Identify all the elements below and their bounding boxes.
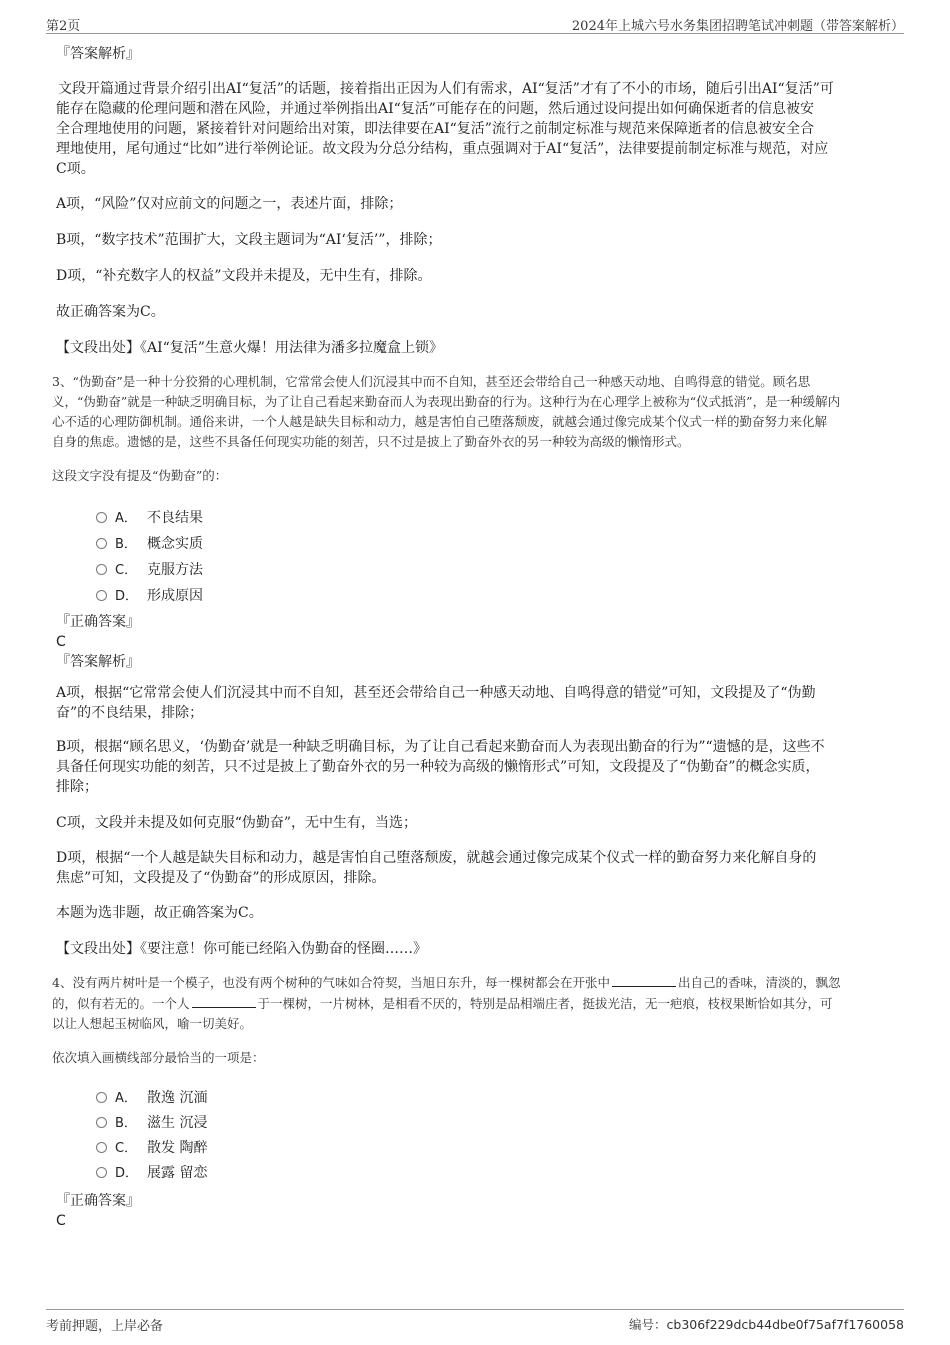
q3-option-c[interactable]: C． 克服方法 <box>96 557 896 583</box>
q3-explanation-a <box>56 683 896 723</box>
q4-text-line <box>52 972 896 993</box>
q3-conclusion: 本题为选非题，故正确答案为C。 <box>56 905 263 921</box>
radio-icon[interactable] <box>96 538 107 549</box>
q3-text-line: 义，“伪勤奋”就是一种缺乏明确目标，为了让自己看起来勤奋而人为表现出勤奋的行为。这种行为在心理学上被称为“仪式抵消”，是一种缓解内 <box>52 394 841 409</box>
q4-question-text <box>52 972 896 1034</box>
q2-option-b-explanation: B项，“数字技术”范围扩大，文段主题词为“AI‘复活’”，排除； <box>56 232 442 248</box>
radio-icon[interactable] <box>96 512 107 523</box>
page-header <box>46 13 904 34</box>
q2-analysis-label: 『答案解析』 <box>56 46 140 62</box>
q2-analysis-line: 文段开篇通过背景介绍引出AI“复活”的话题，接着指出正因为人们有需求，AI“复活”才有了不小的市场，随后引出AI“复活”可 <box>58 81 834 97</box>
q3-text-line: 3、“伪勤奋”是一种十分狡猾的心理机制，它常常会使人们沉浸其中而不自知，甚至还会带给自己一种感天动地、自鸣得意的错觉。顾名思 <box>52 374 811 389</box>
q2-analysis-line: 能存在隐藏的伦理问题和潜在风险，并通过举例指出AI“复活”可能存在的问题，然后通过设问提出如何确保逝者的信息被安 <box>56 101 814 117</box>
q3-question-text <box>52 372 896 452</box>
document-code: 编号：cb306f229dcb44dbe0f75af7f1760058 <box>629 1317 904 1332</box>
q4-text-segment: 4、没有两片树叶是一个模子，也没有两个树种的气味如合符契，当旭日东升，每一棵树都会在开张中 <box>52 975 610 990</box>
q3-analysis-label: 『答案解析』 <box>56 654 140 670</box>
q3-explanation-d <box>56 848 896 888</box>
q3-source: 【文段出处】《要注意！你可能已经陷入伪勤奋的怪圈……》 <box>56 941 427 957</box>
q4-option-b[interactable]: B． 滋生 沉浸 <box>96 1111 896 1136</box>
q2-option-a-explanation: A项，“风险”仅对应前文的问题之一，表述片面，排除； <box>56 196 403 212</box>
page-content <box>52 44 896 1231</box>
fill-blank <box>612 972 676 987</box>
radio-icon[interactable] <box>96 1117 107 1128</box>
q3-explanation-b <box>56 737 896 797</box>
q3-explanation-line: B项，根据“顾名思义，‘伪勤奋’就是一种缺乏明确目标，为了让自己看起来勤奋而人为表现出勤奋的行为”“遗憾的是，这些不 <box>56 739 825 755</box>
radio-icon[interactable] <box>96 1092 107 1103</box>
q3-explanation-line: 具备任何现实功能的刻苦，只不过是披上了勤奋外衣的另一种较为高级的懒惰形式”可知，文段提及了“伪勤奋”的概念实质， <box>56 759 820 775</box>
q2-analysis-line: 理地使用，尾句通过“比如”进行举例论证。故文段为分总分结构，重点强调对于AI“复活”，法律要提前制定标准与规范，对应 <box>56 141 829 157</box>
q2-analysis-line: 全合理地使用的问题，紧接着针对问题给出对策，即法律要在AI“复活”流行之前制定标准与规范来保障逝者的信息被安全合 <box>56 121 814 137</box>
q2-analysis <box>56 79 896 179</box>
q4-correct-label: 『正确答案』 <box>56 1193 140 1209</box>
q3-text-line: 心不适的心理防御机制。通俗来讲，一个人越是缺失目标和动力，越是害怕自己堕落颓废，就越会通过像完成某个仪式一样的勤奋努力来化解 <box>52 414 828 429</box>
q4-option-c[interactable]: C． 散发 陶醉 <box>96 1136 896 1161</box>
q3-option-b[interactable]: B． 概念实质 <box>96 531 896 557</box>
q3-prompt: 这段文字没有提及“伪勤奋”的： <box>52 468 228 483</box>
q4-prompt: 依次填入画横线部分最恰当的一项是： <box>52 1050 265 1065</box>
q3-text-line: 自身的焦虑。遗憾的是，这些不具备任何现实功能的刻苦，只不过是披上了勤奋外衣的另一种较为高级的懒惰形式。 <box>52 434 690 449</box>
q2-analysis-line: C项。 <box>56 161 95 177</box>
q3-options <box>56 505 896 609</box>
q2-source: 【文段出处】《AI“复活”生意火爆！用法律为潘多拉魔盒上锁》 <box>56 340 443 356</box>
fill-blank <box>192 993 256 1008</box>
q2-option-d-explanation: D项，“补充数字人的权益”文段并未提及，无中生有，排除。 <box>56 268 432 284</box>
q3-explanation-line: 焦虑”可知，文段提及了“伪勤奋”的形成原因，排除。 <box>56 870 386 886</box>
q4-text-segment: 的，似有若无的。一个人 <box>52 996 190 1011</box>
q4-text-line <box>52 993 896 1014</box>
q3-option-a[interactable]: A． 不良结果 <box>96 505 896 531</box>
q4-correct-answer: C <box>56 1213 66 1229</box>
q3-explanation-c: C项，文段并未提及如何克服“伪勤奋”，无中生有，当选； <box>56 815 418 831</box>
q3-explanation-line: 奋”的不良结果，排除； <box>56 705 204 721</box>
radio-icon[interactable] <box>96 590 107 601</box>
q3-explanation-line: D项，根据“一个人越是缺失目标和动力，越是害怕自己堕落颓废，就越会通过像完成某个仪式一样的勤奋努力来化解自身的 <box>56 850 817 866</box>
q3-explanation-line: 排除； <box>56 779 98 795</box>
q4-text-segment: 于一棵树，一片树林，是相看不厌的，特别是品相端庄者，挺拔光洁，无一疤痕，枝杈果断恰如其分，可 <box>257 996 833 1011</box>
q4-option-d[interactable]: D． 展露 留恋 <box>96 1161 896 1186</box>
q3-option-d[interactable]: D． 形成原因 <box>96 583 896 609</box>
q3-correct-answer: C <box>56 634 66 650</box>
page-footer <box>46 1309 904 1332</box>
q4-option-a[interactable]: A． 散逸 沉湎 <box>96 1086 896 1111</box>
page-number: 第2页 <box>46 19 81 34</box>
q4-options <box>56 1086 896 1186</box>
footer-slogan: 考前押题，上岸必备 <box>46 1319 164 1334</box>
q2-conclusion: 故正确答案为C。 <box>56 304 165 320</box>
radio-icon[interactable] <box>96 564 107 575</box>
radio-icon[interactable] <box>96 1142 107 1153</box>
q3-correct-label: 『正确答案』 <box>56 614 140 630</box>
document-title: 2024年上城六号水务集团招聘笔试冲刺题（带答案解析） <box>571 19 904 34</box>
q4-text-segment: 出自己的香味，清淡的，飘忽 <box>677 975 841 990</box>
radio-icon[interactable] <box>96 1167 107 1178</box>
q3-explanation-line: A项，根据“它常常会使人们沉浸其中而不自知，甚至还会带给自己一种感天动地、自鸣得意的错觉”可知，文段提及了“伪勤 <box>56 685 816 701</box>
q4-text-line: 以让人想起玉树临风，喻一切美好。 <box>52 1016 253 1031</box>
